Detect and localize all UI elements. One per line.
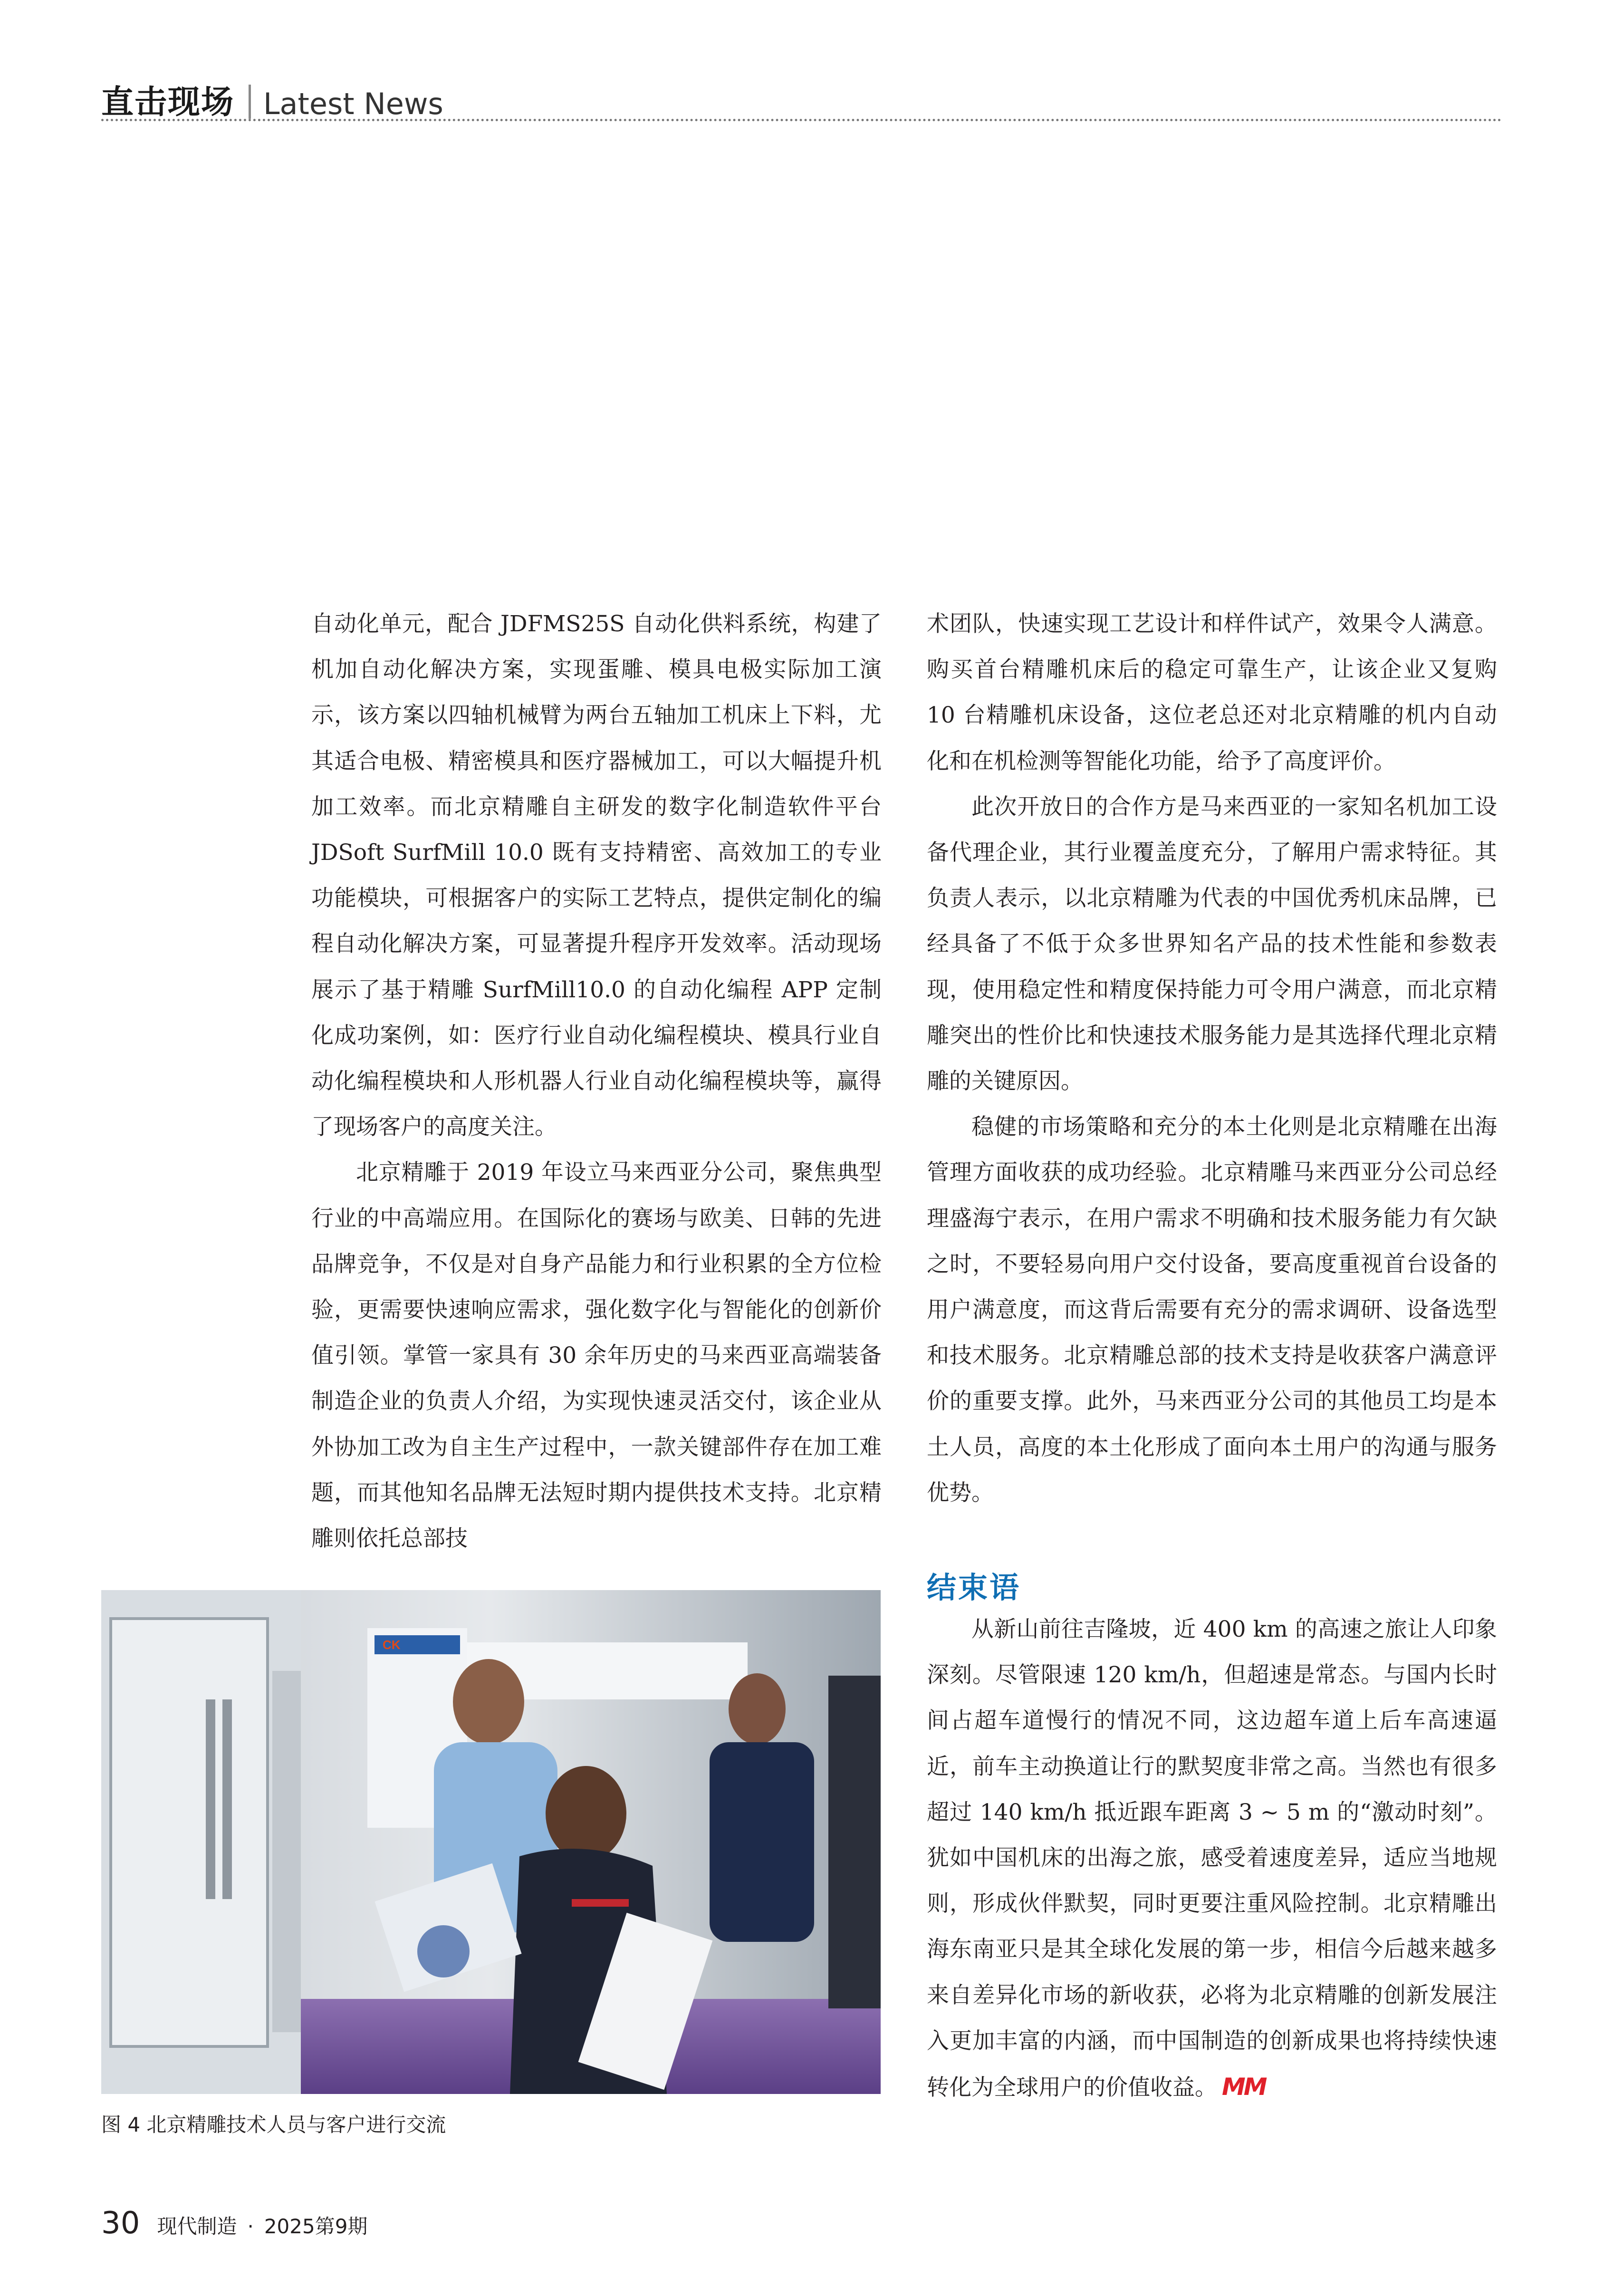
section-title-en: Latest News — [263, 87, 443, 121]
figure-photo — [101, 1590, 881, 2094]
paragraph: 此次开放日的合作方是马来西亚的一家知名机加工设备代理企业，其行业覆盖度充分，了解用户需求特征。其负责人表示，以北京精雕为代表的中国优秀机床品牌，已经具备了不低于众多世界知名产品的技术性能和参数表现，使用稳定性和精度保持能力可令用户满意，而北京精雕突出的性价比和快速技术服务能力是其选择代理北京精雕的关键原因。 — [927, 793, 1497, 1095]
conclusion-paragraph — [927, 1607, 1497, 2111]
conclusion-column — [927, 1607, 1497, 2111]
section-title-cn: 直击现场 — [101, 84, 235, 121]
issue-number: 2025第9期 — [264, 2215, 368, 2238]
conclusion-text: 从新山前往吉隆坡，近 400 km 的高速之旅让人印象深刻。尽管限速 120 km/h，但超速是常态。与国内长时间占超车道慢行的情况不同，这边超车道上后车高速逼近，前车主动换道让行的默契度非常之高。当然也有很多超过 140 km/h 抵近跟车距离 3 ~ 5 m 的“激动时刻”。犹如中国机床的出海之旅，感受着速度差异，适应当地规则，形成伙伴默契，同时更要注重风险控制。北京精雕出海东南亚只是其全球化发展的第一步，相信今后越来越多来自差异化市场的新收获，必将为北京精雕的创新发展注入更加丰富的内涵，而中国制造的创新成果也将持续快速转化为全球用户的价值收益。 — [927, 1616, 1497, 2101]
paragraph: 北京精雕于 2019 年设立马来西亚分公司，聚焦典型行业的中高端应用。在国际化的赛场与欧美、日韩的先进品牌竞争，不仅是对自身产品能力和行业积累的全方位检验，更需要快速响应需求，强化数字化与智能化的创新价值引领。掌管一家具有 30 余年历史的马来西亚高端装备制造企业的负责人介绍，为实现快速灵活交付，该企业从外协加工改为自主生产过程中，一款关键部件存在加工难题，而其他知名品牌无法短时期内提供技术支持。北京精雕则依托总部技 — [311, 1159, 882, 1552]
conclusion-heading: 结束语 — [927, 1570, 1021, 1605]
magazine-name: 现代制造 — [157, 2215, 237, 2238]
mm-logo-icon: MM — [1222, 2073, 1266, 2101]
page-number: 30 — [101, 2206, 140, 2241]
section-header — [101, 67, 1502, 119]
photo-illustration — [101, 1590, 881, 2094]
article-column-left — [311, 601, 882, 1562]
paragraph: 稳健的市场策略和充分的本土化则是北京精雕在出海管理方面收获的成功经验。北京精雕马来西亚分公司总经理盛海宁表示，在用户需求不明确和技术服务能力有欠缺之时，不要轻易向用户交付设备，要高度重视首台设备的用户满意度，而这背后需要有充分的需求调研、设备选型和技术服务。北京精雕总部的技术支持是收获客户满意评价的重要支撑。此外，马来西亚分公司的其他员工均是本土人员，高度的本土化形成了面向本土用户的沟通与服务优势。 — [927, 1114, 1497, 1506]
article-column-right — [927, 601, 1497, 1516]
paragraph: 自动化单元，配合 JDFMS25S 自动化供料系统，构建了机加自动化解决方案，实现蛋雕、模具电极实际加工演示，该方案以四轴机械臂为两台五轴加工机床上下料，尤其适合电极、精密模具和医疗器械加工，可以大幅提升机加工效率。而北京精雕自主研发的数字化制造软件平台 JDSoft SurfMill 10.0 既有支持精密、高效加工的专业功能模块，可根据客户的实际工艺特点，提供定制化的编程自动化解决方案，可显著提升程序开发效率。活动现场展示了基于精雕 SurfMill10.0 的自动化编程 APP 定制化成功案例，如：医疗行业自动化编程模块、模具行业自动化编程模块和人形机器人行业自动化编程模块等，赢得了现场客户的高度关注。 — [311, 611, 882, 1140]
figure-caption: 图 4 北京精雕技术人员与客户进行交流 — [101, 2113, 446, 2136]
page-footer — [101, 2206, 367, 2244]
header-dotted-rule — [101, 119, 1502, 121]
booth-sign-text: CK — [383, 1638, 401, 1652]
footer-separator: · — [247, 2215, 254, 2238]
paragraph: 术团队，快速实现工艺设计和样件试产，效果令人满意。购买首台精雕机床后的稳定可靠生产，让该企业又复购 10 台精雕机床设备，这位老总还对北京精雕的机内自动化和在机检测等智能化功能，给予了高度评价。 — [927, 611, 1497, 774]
header-divider — [249, 85, 251, 119]
